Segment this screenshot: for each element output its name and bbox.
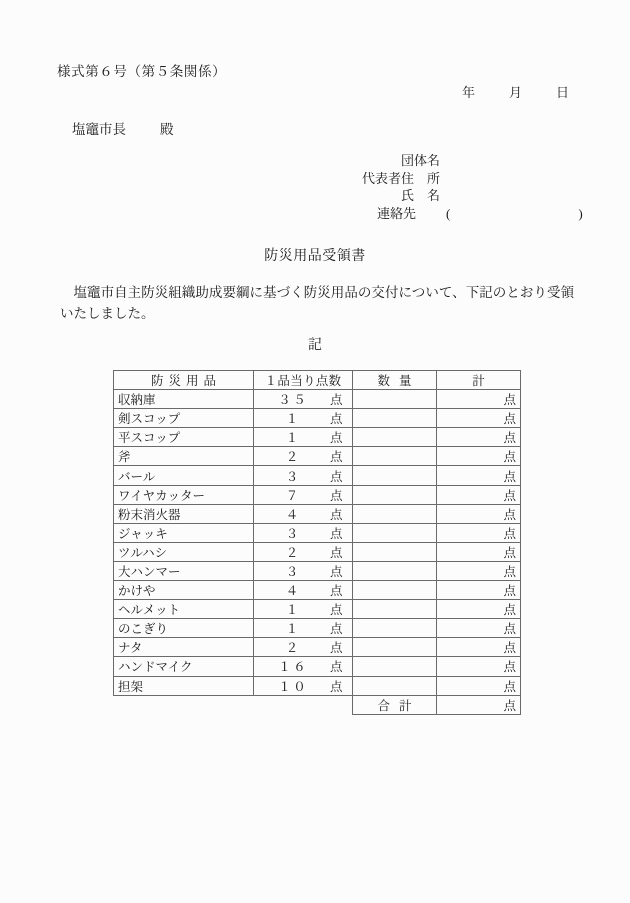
cell-unit-points (254, 638, 353, 657)
cell-unit-points (254, 657, 353, 676)
table-row (114, 504, 521, 523)
date-year-label: 年 (462, 85, 476, 100)
cell-total[interactable]: 点 (437, 409, 521, 428)
cell-item: バール (114, 466, 254, 485)
unit-points-value: ３５ (278, 393, 309, 408)
cell-total[interactable]: 点 (437, 466, 521, 485)
cell-unit-points (254, 561, 353, 580)
applicant-label-contact: 連絡先 (377, 205, 417, 221)
goods-table-wrapper (113, 370, 520, 715)
unit-points-value: ２ (285, 545, 301, 560)
goods-table (113, 370, 521, 715)
table-row (114, 390, 521, 409)
total-value[interactable]: 点 (437, 695, 521, 714)
applicant-label-organization: 団体名 (400, 153, 440, 168)
cell-quantity-input[interactable] (353, 542, 437, 561)
cell-unit-points (254, 581, 353, 600)
cell-unit-points (254, 619, 353, 638)
unit-points-value: ２ (285, 641, 301, 656)
table-row (114, 600, 521, 619)
table-row (114, 638, 521, 657)
unit-points-value: １ (285, 412, 301, 427)
unit-points-value: １０ (278, 679, 309, 694)
unit-points-suffix: 点 (330, 393, 343, 408)
unit-points-suffix: 点 (330, 622, 343, 637)
cell-total[interactable]: 点 (437, 428, 521, 447)
unit-points-suffix: 点 (330, 564, 343, 579)
cell-item: 担架 (114, 676, 254, 695)
cell-total[interactable]: 点 (437, 542, 521, 561)
page-title: 防災用品受領書 (264, 249, 366, 264)
cell-total[interactable]: 点 (437, 447, 521, 466)
header-quantity: 数量 (353, 371, 437, 390)
cell-item: 斧 (114, 447, 254, 466)
cell-total[interactable]: 点 (437, 485, 521, 504)
cell-total[interactable]: 点 (437, 523, 521, 542)
table-total-row (114, 695, 521, 714)
cell-unit-points (254, 466, 353, 485)
cell-unit-points (254, 447, 353, 466)
ki-marker: 記 (308, 338, 322, 353)
table-header-row (114, 371, 521, 390)
unit-points-suffix: 点 (330, 545, 343, 560)
unit-points-value: ２ (285, 450, 301, 465)
cell-unit-points (254, 600, 353, 619)
table-row (114, 542, 521, 561)
cell-item: 剣スコップ (114, 409, 254, 428)
contact-parenthesis: ( ) (446, 205, 617, 221)
cell-quantity-input[interactable] (353, 676, 437, 695)
unit-points-value: １ (285, 431, 301, 446)
table-row (114, 619, 521, 638)
unit-points-value: ３ (285, 564, 301, 579)
cell-item: ハンドマイク (114, 657, 254, 676)
header-total: 計 (437, 371, 521, 390)
date-line (462, 82, 569, 101)
cell-quantity-input[interactable] (353, 600, 437, 619)
cell-quantity-input[interactable] (353, 523, 437, 542)
unit-points-value: １６ (278, 660, 309, 675)
cell-unit-points (254, 428, 353, 447)
cell-quantity-input[interactable] (353, 657, 437, 676)
cell-unit-points (254, 676, 353, 695)
unit-points-suffix: 点 (330, 450, 343, 465)
cell-quantity-input[interactable] (353, 409, 437, 428)
cell-quantity-input[interactable] (353, 447, 437, 466)
addressee-honorific: 殿 (160, 122, 174, 137)
cell-item: ヘルメット (114, 600, 254, 619)
cell-item: 平スコップ (114, 428, 254, 447)
table-row (114, 428, 521, 447)
cell-quantity-input[interactable] (353, 638, 437, 657)
unit-points-suffix: 点 (330, 488, 343, 503)
table-row (114, 409, 521, 428)
applicant-block (330, 152, 617, 222)
applicant-label-name: 氏 名 (400, 188, 440, 203)
cell-item: 大ハンマー (114, 561, 254, 580)
cell-quantity-input[interactable] (353, 504, 437, 523)
table-row (114, 466, 521, 485)
table-row (114, 485, 521, 504)
cell-unit-points (254, 485, 353, 504)
table-row (114, 447, 521, 466)
cell-quantity-input[interactable] (353, 428, 437, 447)
cell-unit-points (254, 523, 353, 542)
table-row (114, 523, 521, 542)
unit-points-value: ３ (285, 469, 301, 484)
cell-item: ワイヤカッター (114, 485, 254, 504)
unit-points-suffix: 点 (330, 603, 343, 618)
table-row (114, 676, 521, 695)
total-label: 合計 (353, 695, 437, 714)
table-row (114, 581, 521, 600)
date-day-label: 日 (556, 85, 570, 100)
unit-points-suffix: 点 (330, 507, 343, 522)
cell-total[interactable]: 点 (437, 676, 521, 695)
cell-item: 収納庫 (114, 390, 254, 409)
addressee-name: 塩竈市長 (72, 122, 126, 137)
cell-total[interactable]: 点 (437, 657, 521, 676)
unit-points-suffix: 点 (330, 412, 343, 427)
cell-quantity-input[interactable] (353, 485, 437, 504)
table-row (114, 561, 521, 580)
addressee-line (72, 118, 174, 138)
applicant-field-address (330, 170, 440, 188)
cell-item: のこぎり (114, 619, 254, 638)
cell-quantity-input[interactable] (353, 619, 437, 638)
applicant-field-contact (330, 205, 617, 223)
cell-item: 粉末消火器 (114, 504, 254, 523)
cell-item: かけや (114, 581, 254, 600)
cell-item: ジャッキ (114, 523, 254, 542)
form-number: 様式第６号（第５条関係） (57, 64, 227, 79)
cell-quantity-input[interactable] (353, 390, 437, 409)
total-row-spacer (114, 695, 353, 714)
cell-total[interactable]: 点 (437, 619, 521, 638)
unit-points-suffix: 点 (330, 584, 343, 599)
cell-total[interactable]: 点 (437, 600, 521, 619)
cell-total[interactable]: 点 (437, 561, 521, 580)
applicant-field-organization (330, 152, 440, 170)
cell-total[interactable]: 点 (437, 504, 521, 523)
table-row (114, 657, 521, 676)
unit-points-value: ７ (285, 488, 301, 503)
header-unit: １品当り点数 (254, 371, 353, 390)
cell-total[interactable]: 点 (437, 581, 521, 600)
cell-total[interactable]: 点 (437, 638, 521, 657)
cell-quantity-input[interactable] (353, 581, 437, 600)
unit-points-suffix: 点 (330, 679, 343, 694)
unit-points-value: ４ (285, 584, 301, 599)
unit-points-value: １ (285, 603, 301, 618)
unit-points-suffix: 点 (330, 431, 343, 446)
unit-points-suffix: 点 (330, 469, 343, 484)
cell-item: ナタ (114, 638, 254, 657)
unit-points-suffix: 点 (330, 641, 343, 656)
unit-points-suffix: 点 (330, 660, 343, 675)
date-month-label: 月 (509, 85, 523, 100)
unit-points-value: １ (285, 622, 301, 637)
cell-item: ツルハシ (114, 542, 254, 561)
unit-points-suffix: 点 (330, 526, 343, 541)
cell-total[interactable]: 点 (437, 390, 521, 409)
cell-quantity-input[interactable] (353, 466, 437, 485)
body-paragraph: 塩竈市自主防災組織助成要綱に基づく防災用品の交付について、下記のとおり受領いたしました。 (60, 285, 574, 321)
unit-points-value: ４ (285, 507, 301, 522)
header-item: 防災用品 (114, 371, 254, 390)
goods-table-body (114, 390, 521, 715)
applicant-label-address: 代表者住 所 (361, 170, 440, 186)
cell-unit-points (254, 409, 353, 428)
cell-quantity-input[interactable] (353, 561, 437, 580)
cell-unit-points (254, 504, 353, 523)
cell-unit-points (254, 390, 353, 409)
cell-unit-points (254, 542, 353, 561)
applicant-field-name (330, 187, 440, 205)
unit-points-value: ３ (285, 526, 301, 541)
